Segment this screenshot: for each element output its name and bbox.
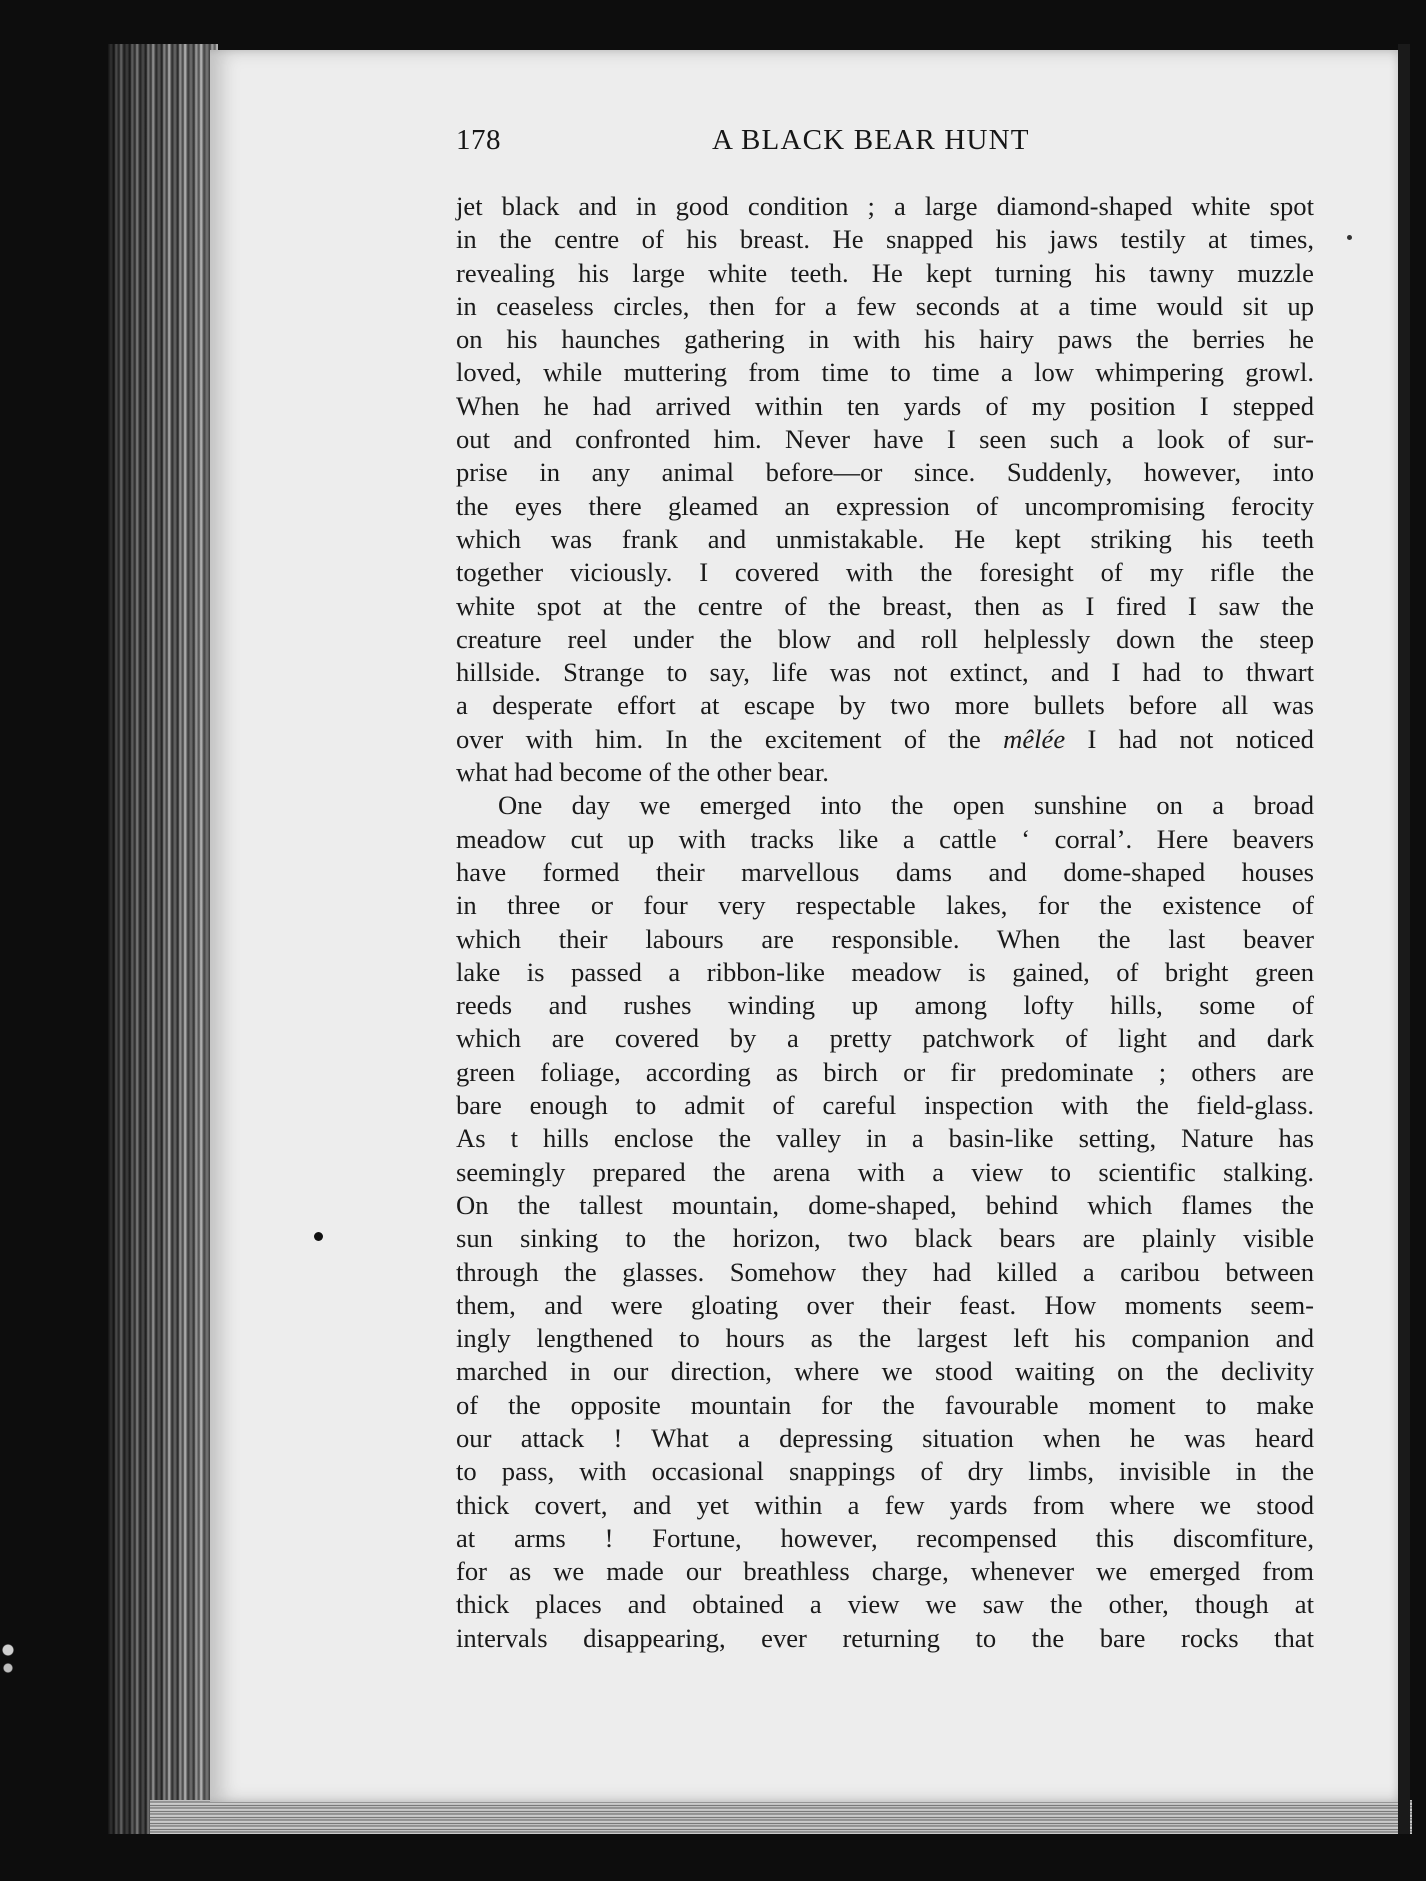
- text-line: hillside. Strange to say, life was not extinct, and I had to thwart: [456, 657, 1314, 688]
- page-edges-shadow: [108, 44, 218, 1834]
- text-line: them, and were gloating over their feast. How moments seem-: [456, 1289, 1314, 1320]
- text-line: in three or four very respectable lakes, for the existence of: [456, 890, 1314, 921]
- text-line: to pass, with occasional snappings of dry limbs, invisible in the: [456, 1456, 1314, 1487]
- text-line: green foliage, according as birch or fir predominate ; others are: [456, 1056, 1314, 1087]
- text-line: prise in any animal before—or since. Suddenly, however, into: [456, 457, 1314, 488]
- book-bottom-edge: [150, 1800, 1412, 1834]
- text-line: our attack ! What a depressing situation when he was heard: [456, 1422, 1314, 1453]
- text-line: seemingly prepared the arena with a view to scientific stalking.: [456, 1156, 1314, 1187]
- text-line: As t hills enclose the valley in a basin-like setting, Nature has: [456, 1123, 1314, 1154]
- text-line: of the opposite mountain for the favourable moment to make: [456, 1389, 1314, 1420]
- text-line: which are covered by a pretty patchwork of light and dark: [456, 1023, 1314, 1054]
- page-number: 178: [456, 124, 501, 156]
- text-line: the eyes there gleamed an expression of uncompromising ferocity: [456, 490, 1314, 521]
- margin-speck-dot: [1347, 235, 1352, 240]
- text-line: jet black and in good condition ; a large diamond-shaped white spot: [456, 191, 1314, 221]
- text-line: bare enough to admit of careful inspection with the field-glass.: [456, 1090, 1314, 1121]
- text-line: out and confronted him. Never have I seen such a look of sur-: [456, 424, 1314, 455]
- text-line: intervals disappearing, ever returning to the bare rocks that: [456, 1622, 1314, 1653]
- text-line: creature reel under the blow and roll helplessly down the steep: [456, 623, 1314, 654]
- text-line: ingly lengthened to hours as the largest left his companion and: [456, 1323, 1314, 1354]
- text-fragment: I had not noticed: [1087, 723, 1314, 754]
- text-line: for as we made our breathless charge, whenever we emerged from: [456, 1556, 1314, 1587]
- text-line: together viciously. I covered with the foresight of my rifle the: [456, 557, 1314, 588]
- text-line: through the glasses. Somehow they had killed a caribou between: [456, 1256, 1314, 1287]
- text-line: at arms ! Fortune, however, recompensed this discomfiture,: [456, 1522, 1314, 1553]
- text-line: sun sinking to the horizon, two black bears are plainly visible: [456, 1223, 1314, 1254]
- margin-speck-dot: [314, 1232, 323, 1241]
- text-line: reeds and rushes winding up among lofty hills, some of: [456, 990, 1314, 1021]
- text-line: which was frank and unmistakable. He kept striking his teeth: [456, 523, 1314, 554]
- text-line: a desperate effort at escape by two more bullets before all was: [456, 690, 1314, 721]
- text-line: in the centre of his breast. He snapped his jaws testily at times,: [456, 224, 1314, 255]
- text-line: thick covert, and yet within a few yards from where we stood: [456, 1489, 1314, 1520]
- text-line: thick places and obtained a view we saw the other, though at: [456, 1589, 1314, 1620]
- paragraph-start-line: One day we emerged into the open sunshine on a broad: [498, 790, 1314, 821]
- text-line: white spot at the centre of the breast, then as I fired I saw the: [456, 590, 1314, 621]
- text-line: lake is passed a ribbon-like meadow is gained, of bright green: [456, 956, 1314, 987]
- text-line: which their labours are responsible. When the last beaver: [456, 923, 1314, 954]
- italic-word-melee: mêlée: [1003, 723, 1066, 754]
- text-line: meadow cut up with tracks like a cattle ‘ corral’. Here beavers: [456, 823, 1314, 854]
- scan-edge-mark: [0, 1620, 16, 1680]
- text-line: revealing his large white teeth. He kept turning his tawny muzzle: [456, 257, 1314, 288]
- running-title: A BLACK BEAR HUNT: [712, 124, 1030, 156]
- text-line: On the tallest mountain, dome-shaped, behind which flames the: [456, 1189, 1314, 1220]
- text-line: loved, while muttering from time to time a low whimpering growl.: [456, 357, 1314, 388]
- page-right-border: [1398, 44, 1410, 1834]
- text-line: When he had arrived within ten yards of my position I stepped: [456, 390, 1314, 421]
- text-line: what had become of the other bear.: [456, 757, 829, 788]
- text-line: have formed their marvellous dams and dome-shaped houses: [456, 856, 1314, 887]
- text-line: in ceaseless circles, then for a few seconds at a time would sit up: [456, 290, 1314, 321]
- text-fragment: over with him. In the excitement of the: [456, 723, 981, 754]
- body-text: [456, 190, 1314, 1655]
- running-head: [0, 124, 1426, 164]
- text-line: marched in our direction, where we stood waiting on the declivity: [456, 1356, 1314, 1387]
- text-line: on his haunches gathering in with his hairy paws the berries he: [456, 324, 1314, 355]
- text-line-melee: [456, 723, 1314, 756]
